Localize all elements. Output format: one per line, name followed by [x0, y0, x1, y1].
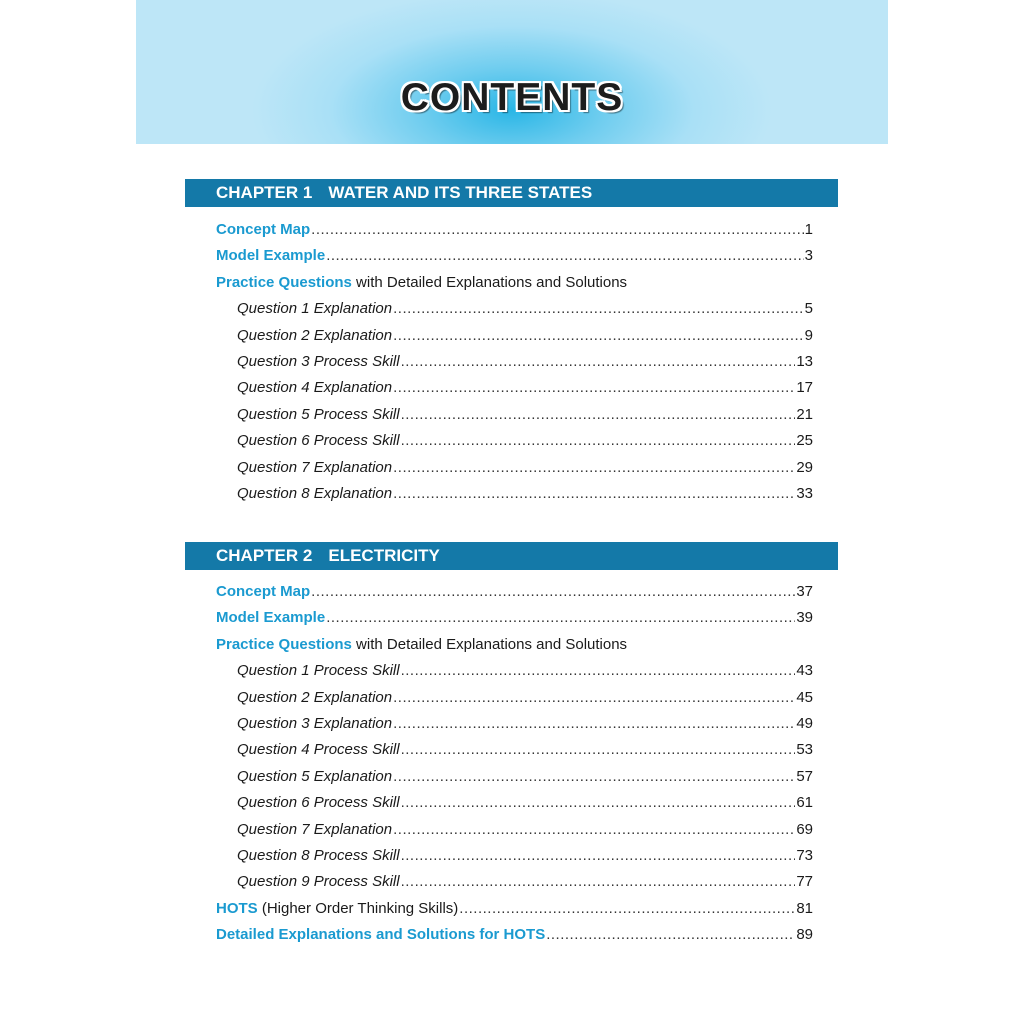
chapter-name: ELECTRICITY — [328, 546, 440, 565]
question-label: Question 4 Process Skill — [237, 741, 400, 759]
document-page — [136, 0, 888, 1024]
chapter-2-header — [185, 542, 838, 570]
question-label: Question 3 Explanation — [237, 714, 393, 732]
page-number: 89 — [796, 926, 813, 944]
toc-entry-practice-questions — [216, 632, 813, 658]
toc-question-entry[interactable] — [216, 402, 813, 428]
page-number: 39 — [796, 609, 813, 627]
question-label: Question 6 Process Skill — [237, 794, 400, 812]
toc-entry-practice-questions — [216, 270, 813, 296]
toc-question-entry[interactable] — [216, 481, 813, 507]
page-number: 29 — [796, 458, 813, 476]
dot-leader — [311, 217, 803, 243]
toc-entry-label — [216, 632, 627, 658]
toc-question-entry[interactable] — [216, 817, 813, 843]
question-label: Question 6 Process Skill — [237, 432, 400, 450]
dot-leader — [401, 658, 796, 684]
page-number: 73 — [796, 846, 813, 864]
toc-entry-model-example[interactable] — [216, 243, 813, 269]
page-number: 77 — [796, 873, 813, 891]
dot-leader — [393, 323, 804, 349]
dot-leader — [393, 455, 795, 481]
dot-leader — [393, 296, 804, 322]
hots-suffix: (Higher Order Thinking Skills) — [257, 899, 459, 917]
dot-leader — [401, 402, 796, 428]
toc-entry-hots[interactable] — [216, 896, 813, 922]
dot-leader — [401, 790, 796, 816]
chapter-number: CHAPTER 2 — [216, 546, 313, 565]
dot-leader — [401, 869, 796, 895]
dot-leader — [393, 711, 795, 737]
page-number: 13 — [796, 352, 813, 370]
header-banner — [136, 0, 888, 144]
dot-leader — [326, 605, 795, 631]
question-label: Question 5 Process Skill — [237, 405, 400, 423]
question-label: Question 7 Explanation — [237, 820, 393, 838]
toc-entry-concept-map[interactable] — [216, 579, 813, 605]
page-number: 57 — [796, 767, 813, 785]
toc-entry-model-example[interactable] — [216, 605, 813, 631]
dot-leader — [393, 817, 795, 843]
page-number: 37 — [796, 583, 813, 600]
page-number: 81 — [796, 899, 813, 917]
dot-leader — [393, 375, 795, 401]
chapter-2-toc — [216, 579, 813, 948]
question-label: Question 1 Process Skill — [237, 662, 400, 680]
toc-entry-label: Detailed Explanations and Solutions for HOTS — [216, 926, 546, 944]
toc-entry-hots-solutions[interactable] — [216, 922, 813, 948]
page-number: 25 — [796, 432, 813, 450]
question-label: Question 8 Explanation — [237, 484, 393, 502]
dot-leader — [326, 243, 803, 269]
dot-leader — [459, 896, 795, 922]
chapter-number: CHAPTER 1 — [216, 183, 313, 202]
toc-question-entry[interactable] — [216, 790, 813, 816]
toc-entry-concept-map[interactable] — [216, 217, 813, 243]
page-number: 49 — [796, 714, 813, 732]
section-heading: Practice Questions — [216, 635, 352, 653]
page-number: 5 — [804, 300, 813, 318]
dot-leader — [311, 579, 795, 605]
toc-question-entry[interactable] — [216, 428, 813, 454]
question-label: Question 9 Process Skill — [237, 873, 400, 891]
toc-entry-label: Concept Map — [216, 221, 311, 238]
toc-entry-label: Concept Map — [216, 583, 311, 600]
section-heading-suffix: with Detailed Explanations and Solutions — [351, 273, 628, 291]
dot-leader — [393, 764, 795, 790]
toc-question-entry[interactable] — [216, 737, 813, 763]
dot-leader — [393, 685, 795, 711]
page-number: 43 — [796, 662, 813, 680]
page-number: 33 — [796, 484, 813, 502]
page-number: 9 — [804, 326, 813, 344]
question-label: Question 7 Explanation — [237, 458, 393, 476]
question-label: Question 1 Explanation — [237, 300, 393, 318]
question-label: Question 8 Process Skill — [237, 846, 400, 864]
page-number: 21 — [796, 405, 813, 423]
toc-question-entry[interactable] — [216, 455, 813, 481]
dot-leader — [401, 428, 796, 454]
toc-question-entry[interactable] — [216, 658, 813, 684]
page-number: 45 — [796, 688, 813, 706]
chapter-name: WATER AND ITS THREE STATES — [328, 183, 593, 202]
page-title: CONTENTS — [400, 76, 624, 119]
page-number: 69 — [796, 820, 813, 838]
question-label: Question 3 Process Skill — [237, 352, 400, 370]
toc-question-entry[interactable] — [216, 869, 813, 895]
toc-entry-label: Model Example — [216, 247, 326, 265]
toc-entry-label — [216, 270, 627, 296]
page-number: 53 — [796, 741, 813, 759]
dot-leader — [393, 481, 795, 507]
toc-question-entry[interactable] — [216, 349, 813, 375]
toc-question-entry[interactable] — [216, 685, 813, 711]
page-number: 61 — [796, 794, 813, 812]
toc-entry-label — [216, 896, 458, 922]
question-label: Question 2 Explanation — [237, 688, 393, 706]
dot-leader — [401, 843, 796, 869]
toc-question-entry[interactable] — [216, 296, 813, 322]
chapter-1-toc — [216, 217, 813, 507]
section-heading: Practice Questions — [216, 273, 352, 291]
section-heading-suffix: with Detailed Explanations and Solutions — [351, 635, 628, 653]
dot-leader — [546, 922, 795, 948]
toc-question-entry[interactable] — [216, 843, 813, 869]
hots-heading: HOTS — [216, 899, 258, 917]
question-label: Question 4 Explanation — [237, 379, 393, 397]
page-number: 17 — [796, 379, 813, 397]
dot-leader — [401, 737, 796, 763]
dot-leader — [401, 349, 796, 375]
page-number: 3 — [804, 247, 813, 265]
toc-entry-label: Model Example — [216, 609, 326, 627]
question-label: Question 2 Explanation — [237, 326, 393, 344]
question-label: Question 5 Explanation — [237, 767, 393, 785]
page-number: 1 — [804, 221, 813, 238]
chapter-1-header — [185, 179, 838, 207]
toc-question-entry[interactable] — [216, 711, 813, 737]
toc-question-entry[interactable] — [216, 323, 813, 349]
toc-question-entry[interactable] — [216, 764, 813, 790]
toc-question-entry[interactable] — [216, 375, 813, 401]
